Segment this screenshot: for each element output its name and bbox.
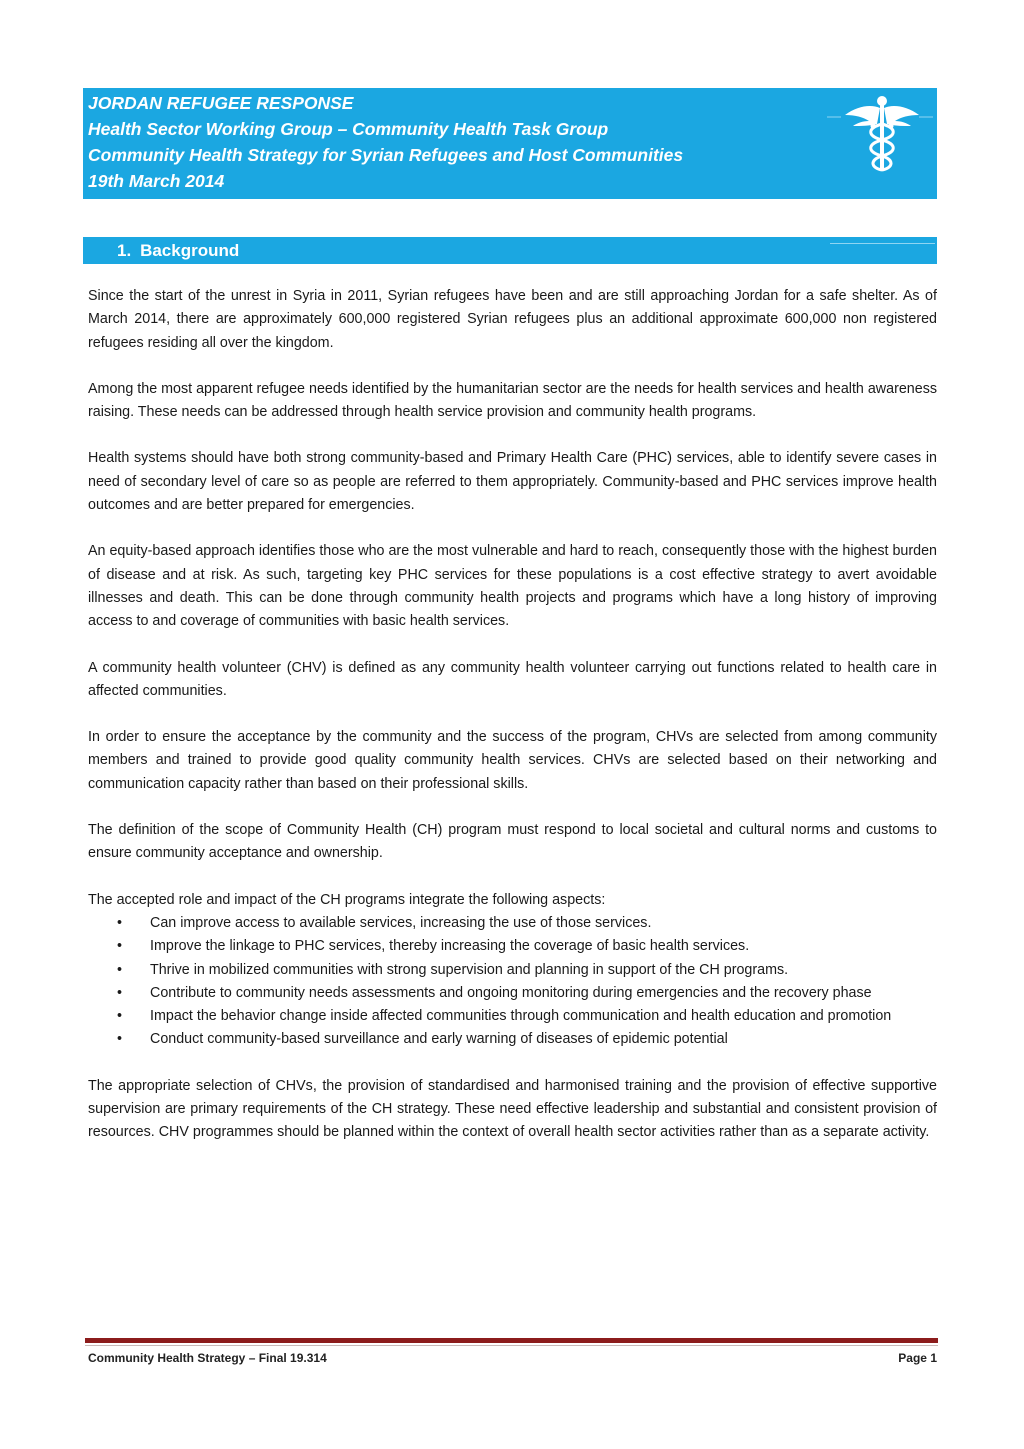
list-item-text: Thrive in mobilized communities with strong supervision and planning in support of the CH programs. — [150, 961, 789, 978]
paragraph: A community health volunteer (CHV) is defined as any community health volunteer carrying out functions related to health care in affected communities. — [88, 659, 937, 699]
paragraph: An equity-based approach identifies those who are the most vulnerable and hard to reach, consequently those with the highest burden of disease and at risk. As such, targeting key PHC services for these populations is a cost effective strategy to avert avoidable illnesses and death. This can be done through community health projects and programs which have a long history of improving access to and coverage of communities with basic health services. — [88, 543, 937, 630]
bullet-icon: • — [117, 961, 123, 978]
section-bar-rule — [830, 243, 935, 244]
body-content — [88, 285, 937, 1168]
bullet-icon: • — [117, 914, 123, 931]
list-item — [88, 912, 937, 935]
header-line-org: JORDAN REFUGEE RESPONSE — [88, 93, 354, 113]
header-line-title: Community Health Strategy for Syrian Refugees and Host Communities — [88, 145, 684, 165]
list-item — [88, 1028, 937, 1051]
list-item-text: Conduct community-based surveillance and early warning of diseases of epidemic potential — [150, 1031, 728, 1048]
paragraph: The definition of the scope of Community Health (CH) program must respond to local societal and cultural norms and customs to ensure community acceptance and ownership. — [88, 822, 937, 862]
bullet-icon: • — [117, 984, 123, 1001]
paragraph: In order to ensure the acceptance by the community and the success of the program, CHVs are selected from among community members and trained to provide good quality community health services. CHVs are selected based on their networking and communication capacity rather than based on their professional skills. — [88, 729, 937, 792]
list-intro: The accepted role and impact of the CH programs integrate the following aspects: — [88, 891, 606, 908]
list-item — [88, 1005, 937, 1028]
list-item — [88, 982, 937, 1005]
footer-rule — [85, 1338, 938, 1343]
footer-rule-thin — [85, 1345, 938, 1346]
bullet-icon: • — [117, 1031, 123, 1048]
bullet-icon: • — [117, 938, 123, 955]
list-item — [88, 935, 937, 958]
page-number: Page 1 — [898, 1351, 937, 1365]
section-title: Background — [140, 241, 240, 260]
section-number: 1. — [117, 241, 132, 260]
list-item-text: Improve the linkage to PHC services, thereby increasing the coverage of basic health services. — [150, 938, 750, 955]
footer-document-title: Community Health Strategy – Final 19.314 — [88, 1351, 327, 1365]
caduceus-icon — [827, 88, 937, 199]
header-line-group: Health Sector Working Group – Community Health Task Group — [88, 119, 609, 139]
closing-paragraph: The appropriate selection of CHVs, the provision of standardised and harmonised training and the provision of effective supportive supervision are primary requirements of the CH strategy. These need effective leadership and substantial and consistent provision of resources. CHV programmes should be planned within the context of overall health sector activities rather than as a separate activity. — [88, 1077, 937, 1141]
aspects-list — [88, 912, 937, 1052]
bullet-icon: • — [117, 1008, 123, 1025]
header-line-date: 19th March 2014 — [88, 171, 225, 191]
list-item-text: Contribute to community needs assessments and ongoing monitoring during emergencies and the recovery phase — [150, 984, 872, 1001]
paragraph: Health systems should have both strong community-based and Primary Health Care (PHC) services, able to identify severe cases in need of secondary level of care so as people are referred to them appropriately. Community-based and PHC services improve health outcomes and are better prepared for emergencies. — [88, 450, 937, 514]
list-item-text: Impact the behavior change inside affected communities through communication and health education and promotion — [150, 1008, 892, 1025]
header-banner — [83, 88, 937, 199]
paragraph: Since the start of the unrest in Syria in 2011, Syrian refugees have been and are still approaching Jordan for a safe shelter. As of March 2014, there are approximately 600,000 registered Syrian refugees plus an additional approximate 600,000 non registered refugees residing all over the kingdom. — [88, 288, 937, 351]
list-item — [88, 959, 937, 982]
list-item-text: Can improve access to available services, increasing the use of those services. — [150, 914, 652, 931]
section-heading — [83, 237, 937, 264]
paragraph: Among the most apparent refugee needs identified by the humanitarian sector are the needs for health services and health awareness raising. These needs can be addressed through health service provision and community health programs. — [88, 380, 937, 421]
